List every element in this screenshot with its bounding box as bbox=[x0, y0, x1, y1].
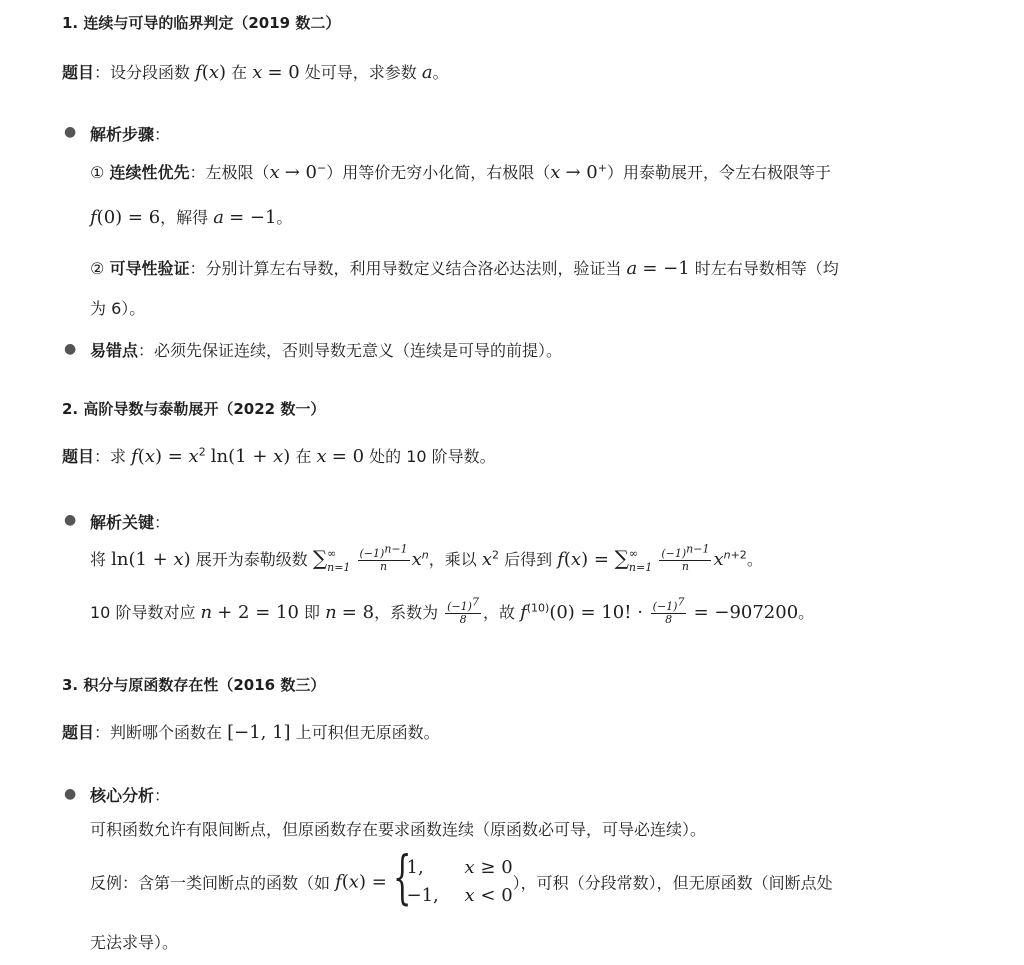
section-1-step1: ① 连续性优先：左极限（x → 0−）用等价无穷小化简，右极限（x → 0+）用泰勒展开，令左右极限等于 bbox=[90, 161, 831, 183]
section-3-counterexample: 反例：含第一类间断点的函数（如 f(x) = { 1, x ≥ 0 −1, x < 0 ），可积（分段常数），但无原函数（间断点处 bbox=[90, 843, 833, 911]
section-3-problem: 题目：判断哪个函数在 [−1, 1] 上可积但无原函数。 bbox=[62, 722, 440, 743]
section-2-line1: 将 ln(1 + x) 展开为泰勒级数 ∑∞ n=1 $\frac{(-1)^{n-1}}{n}$ $x^n$，乘以 $x^2$ 后得到 f(x) = ∑∞ n=1 $\frac{(-1)^{n-1}}{n}$ $x^{n+2}$。 bbox=[90, 542, 763, 574]
section-3-heading: 3. 积分与原函数存在性（2016 数三） bbox=[62, 676, 326, 694]
section-2-line2: 10 阶导数对应 n + 2 = 10 即 n = 8，系数为 $\frac{(-1)^7}{8}$ ，故 $f^{(10)}(0) = 10$! · $\frac{(-1)^7}{8}$ = −907200。 bbox=[90, 595, 815, 626]
section-2-key-label: 解析关键： bbox=[90, 513, 171, 532]
section-3-line1: 可积函数允许有限间断点，但原函数存在要求函数连续（原函数必可导，可导必连续）。 bbox=[90, 820, 707, 839]
section-3-counter-cont: 无法求导）。 bbox=[90, 933, 179, 952]
section-1-analysis-label: 解析步骤： bbox=[90, 125, 171, 144]
section-1-step2: ② 可导性验证：分别计算左右导数，利用导数定义结合洛必达法则，验证当 a = −1 时左右导数相等（均 bbox=[90, 258, 839, 279]
section-1-heading: 1. 连续与可导的临界判定（2019 数二） bbox=[62, 14, 341, 32]
section-1-step1-cont: f(0) = 6，解得 a = −1。 bbox=[90, 207, 293, 228]
section-1-step2-cont: 为 6）。 bbox=[90, 299, 146, 318]
step2-label: 可导性验证 bbox=[109, 259, 190, 278]
bullet-icon: ● bbox=[64, 341, 77, 357]
pitfall-label: 易错点 bbox=[90, 341, 139, 360]
section-3-core-label: 核心分析： bbox=[90, 786, 171, 805]
step1-label: 连续性优先 bbox=[109, 163, 190, 182]
section-1-pitfall: 易错点：必须先保证连续，否则导数无意义（连续是可导的前提）。 bbox=[90, 341, 563, 360]
bullet-icon: ● bbox=[64, 512, 77, 528]
bullet-icon: ● bbox=[64, 786, 77, 802]
bullet-icon: ● bbox=[64, 124, 77, 140]
problem-label: 题目 bbox=[62, 63, 95, 82]
section-1-problem: 题目：设分段函数 f(x) 在 x = 0 处可导，求参数 a。 bbox=[62, 62, 449, 83]
problem-label: 题目 bbox=[62, 447, 95, 466]
problem-label: 题目 bbox=[62, 723, 95, 742]
section-2-problem: 题目：求 $f(x) = x^2$ ln(1 + x) 在 x = 0 处的 10 阶导数。 bbox=[62, 445, 496, 467]
section-2-heading: 2. 高阶导数与泰勒展开（2022 数一） bbox=[62, 400, 326, 418]
